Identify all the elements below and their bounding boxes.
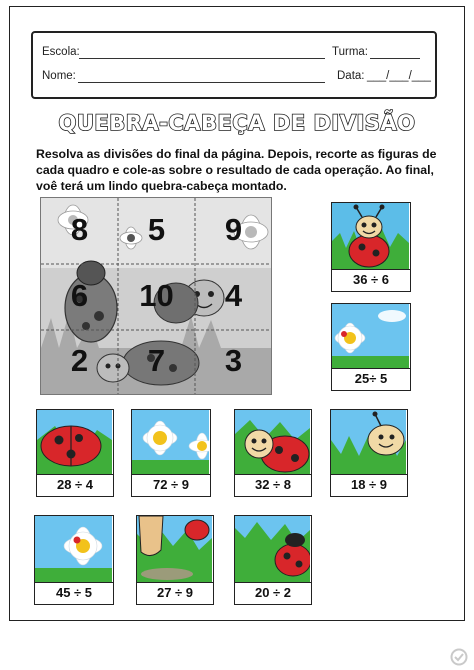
puzzle-piece[interactable]: [330, 409, 408, 497]
ladybug-face-grass-image: [331, 410, 407, 475]
puzzle-number: 6: [70, 278, 89, 313]
student-info-box: [31, 31, 437, 99]
class-label: Turma:: [332, 46, 368, 58]
puzzle-piece[interactable]: [34, 515, 114, 605]
daisy-ladybug-image: [35, 516, 113, 583]
puzzle-piece[interactable]: [331, 202, 411, 292]
ladybug-shell-image: [37, 410, 113, 475]
school-label: Escola:: [42, 46, 80, 58]
division-label: 36 ÷ 6: [332, 269, 410, 291]
puzzle-number: 7: [147, 343, 166, 378]
puzzle-piece[interactable]: [331, 303, 411, 391]
ladybug-smiling-image: [235, 410, 311, 475]
date-label: Data:: [337, 70, 365, 82]
puzzle-board: [40, 197, 272, 395]
division-label: 32 ÷ 8: [235, 474, 311, 496]
puzzle-piece[interactable]: [234, 409, 312, 497]
puzzle-piece[interactable]: [131, 409, 211, 497]
division-label: 72 ÷ 9: [132, 474, 210, 496]
ladybug-legs-image: [137, 516, 213, 583]
daisy-flower-sky-image: [332, 304, 410, 369]
puzzle-number: 10: [139, 278, 174, 313]
school-field[interactable]: [79, 58, 325, 59]
division-label: 18 ÷ 9: [331, 474, 407, 496]
checkmark-logo-icon: [450, 648, 468, 666]
puzzle-number: 5: [147, 212, 166, 247]
division-label: 45 ÷ 5: [35, 582, 113, 604]
ladybug-character-image: [332, 203, 410, 270]
class-field[interactable]: [370, 58, 420, 59]
puzzle-number: 4: [224, 278, 243, 313]
name-field[interactable]: [78, 82, 325, 83]
page-title: QUEBRA-CABEÇA DE DIVISÃO: [58, 111, 416, 135]
division-label: 28 ÷ 4: [37, 474, 113, 496]
puzzle-piece[interactable]: [36, 409, 114, 497]
daisy-flowers-image: [132, 410, 210, 475]
puzzle-number: 2: [70, 343, 89, 378]
name-label: Nome:: [42, 70, 76, 82]
ladybug-grass-image: [235, 516, 311, 583]
puzzle-piece[interactable]: [234, 515, 312, 605]
puzzle-number: 9: [224, 212, 243, 247]
puzzle-piece[interactable]: [136, 515, 214, 605]
instructions-text: Resolva as divisões do final da página. Depois, recorte as figuras de cada quadro e cole-as sobre o resultado de cada operação. Ao final, voê terá um lindo quebra-cabeça montado.: [36, 147, 437, 193]
puzzle-number: 8: [70, 212, 89, 247]
division-label: 27 ÷ 9: [137, 582, 213, 604]
division-label: 25÷ 5: [332, 368, 410, 390]
puzzle-number: 3: [224, 343, 243, 378]
division-label: 20 ÷ 2: [235, 582, 311, 604]
date-field[interactable]: ___/___/___: [367, 70, 431, 82]
